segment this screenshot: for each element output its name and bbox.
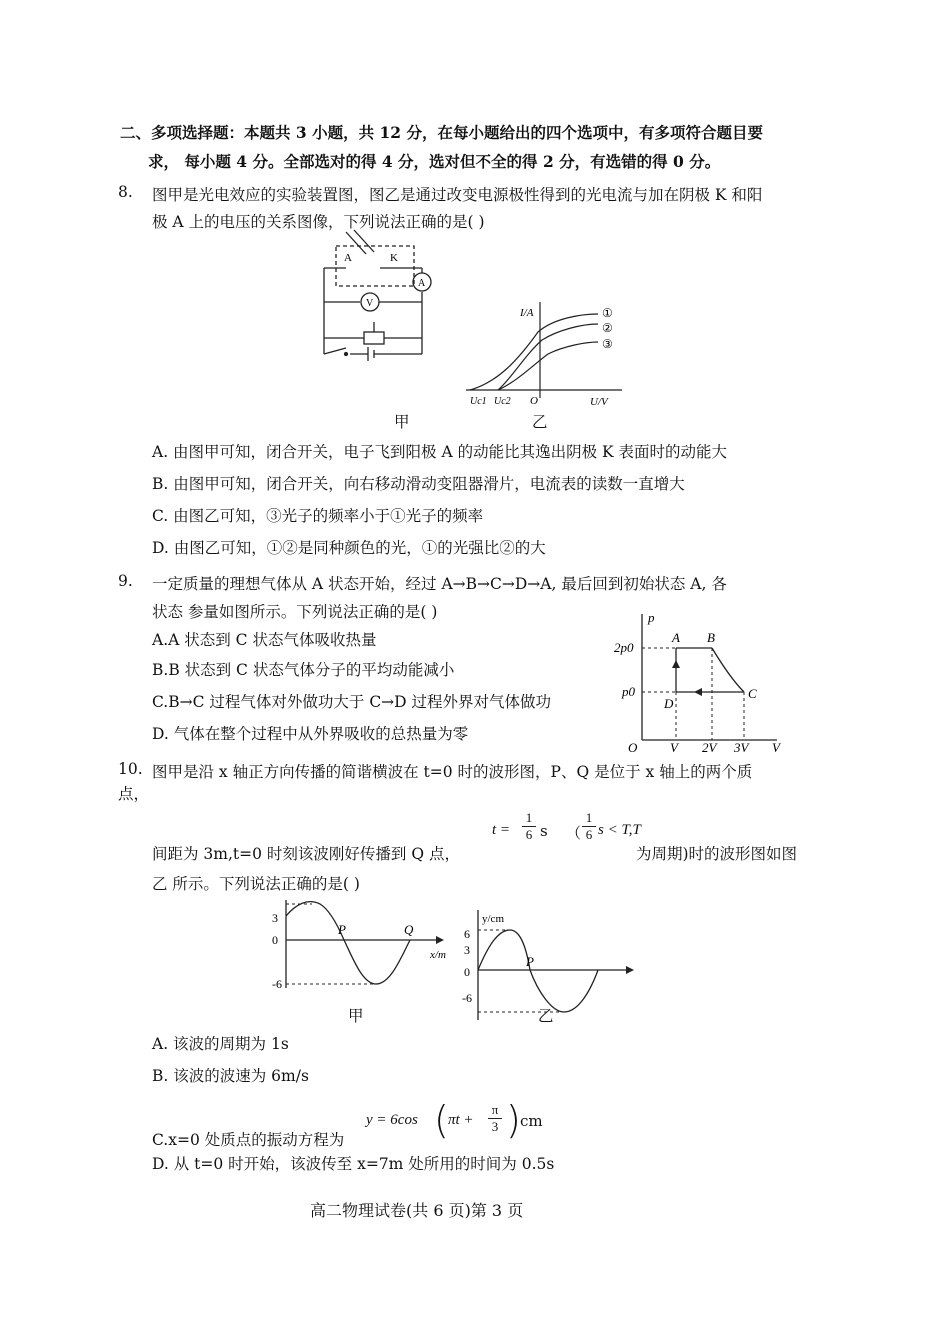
pv-tick-2v: 2V bbox=[702, 740, 717, 755]
iu-xlabel: U/V bbox=[590, 396, 608, 408]
q10-stem-line2a: 间距为 3m,t=0 时刻该波刚好传播到 Q 点， bbox=[152, 845, 460, 863]
pv-tick-3v: 3V bbox=[734, 740, 749, 755]
voltmeter-label: V bbox=[366, 298, 374, 309]
formula-t-paren: （ bbox=[566, 824, 582, 842]
q8-option-c: C. 由图乙可知，③光子的频率小于①光子的频率 bbox=[152, 507, 484, 525]
q8-stem-line2: 极 A 上的电压的关系图像，下列说法正确的是( ) bbox=[152, 213, 485, 231]
curve1-label: ① bbox=[602, 306, 613, 320]
formula-t-fraction2 bbox=[582, 810, 596, 843]
pv-state-b: B bbox=[707, 630, 715, 645]
pv-origin: O bbox=[628, 740, 638, 755]
wave-jia-xlabel: x/m bbox=[430, 949, 446, 961]
formula-t-unit: s bbox=[540, 822, 548, 840]
wave-jia-y0: 0 bbox=[272, 933, 278, 947]
optc-formula-unit: cm bbox=[520, 1112, 543, 1130]
q10-stem-line1: 图甲是沿 x 轴正方向传播的简谐横波在 t=0 时的波形图，P、Q 是位于 x 轴上的两个质 bbox=[152, 763, 753, 781]
q8-stem-line1: 图甲是光电效应的实验装置图，图乙是通过改变电源极性得到的光电流与加在阴极 K 和阳 bbox=[152, 186, 763, 204]
optc-formula-lhs: y = 6cos bbox=[366, 1112, 418, 1128]
q8-circuit-diagram bbox=[318, 226, 438, 376]
formula-t-fraction bbox=[522, 810, 536, 843]
q10-stem-line2b: 为周期)时的波形图如图 bbox=[636, 845, 798, 863]
wave-yi-ylabel: y/cm bbox=[482, 913, 504, 925]
electrode-a-label: A bbox=[344, 252, 352, 264]
q9-pv-graph bbox=[612, 608, 787, 756]
optc-formula-pit: πt + bbox=[448, 1112, 474, 1128]
iu-ylabel: I/A bbox=[520, 307, 534, 319]
q10-option-b: B. 该波的波速为 6m/s bbox=[152, 1067, 309, 1085]
ammeter-label: A bbox=[418, 278, 426, 289]
q10-fig-jia-caption: 甲 bbox=[348, 1007, 364, 1025]
q10-option-c: C.x=0 处质点的振动方程为 bbox=[152, 1131, 345, 1149]
q8-fig-yi-caption: 乙 bbox=[532, 413, 548, 431]
q8-iu-graph bbox=[462, 296, 632, 411]
wave-yi-point-p: P bbox=[526, 954, 534, 969]
q9-stem-line1: 一定质量的理想气体从 A 状态开始，经过 A→B→C→D→A, 最后回到初始状态 A, 各 bbox=[152, 575, 727, 593]
pv-state-c: C bbox=[748, 686, 757, 701]
iu-origin: O bbox=[530, 395, 538, 407]
optc-formula-num: π bbox=[491, 1102, 499, 1117]
q10-option-d: D. 从 t=0 时开始，该波传至 x=7m 处所用的时间为 0.5s bbox=[152, 1155, 555, 1173]
curve3-label: ③ bbox=[602, 337, 613, 351]
section-title-line2: 求， 每小题 4 分。全部选对的得 4 分，选对但不全的得 2 分，有选错的得 0 分。 bbox=[148, 152, 721, 171]
optc-formula-paren-close: ) bbox=[506, 1098, 521, 1142]
pv-2p0-label: 2p0 bbox=[614, 640, 634, 655]
page-footer: 高二物理试卷(共 6 页)第 3 页 bbox=[310, 1201, 524, 1220]
formula-t-den: 6 bbox=[522, 826, 536, 843]
q10-stem-line1b: 点， bbox=[118, 785, 150, 803]
q10-number: 10. bbox=[118, 760, 143, 778]
formula-t-lhs: t = bbox=[492, 822, 511, 838]
q9-option-c: C.B→C 过程气体对外做功大于 C→D 过程外界对气体做功 bbox=[152, 693, 552, 711]
q9-number: 9. bbox=[118, 572, 133, 590]
q10-stem-line3: 乙 所示。下列说法正确的是( ) bbox=[152, 875, 360, 893]
q9-option-a: A.A 状态到 C 状态气体吸收热量 bbox=[152, 631, 377, 649]
wave-yi-y0: 0 bbox=[464, 965, 470, 979]
wave-yi-y3: 3 bbox=[464, 943, 470, 957]
q10-option-a: A. 该波的周期为 1s bbox=[152, 1035, 289, 1053]
wave-jia-y3: 3 bbox=[272, 911, 278, 925]
pv-state-a: A bbox=[672, 630, 680, 645]
formula-t-num2: 1 bbox=[585, 810, 593, 825]
pv-ylabel: p bbox=[648, 610, 655, 625]
optc-formula-den: 3 bbox=[488, 1118, 502, 1135]
q8-option-a: A. 由图甲可知，闭合开关，电子飞到阳极 A 的动能比其逸出阴极 K 表面时的动能大 bbox=[152, 443, 728, 461]
pv-state-d: D bbox=[664, 696, 674, 711]
optc-formula-paren-open: ( bbox=[434, 1098, 449, 1142]
wave-jia-point-q: Q bbox=[404, 922, 414, 937]
wave-jia-yneg6: -6 bbox=[272, 977, 282, 991]
q9-option-b: B.B 状态到 C 状态气体分子的平均动能减小 bbox=[152, 661, 455, 679]
q8-fig-jia-caption: 甲 bbox=[394, 413, 410, 431]
electrode-k-label: K bbox=[390, 252, 398, 264]
section-title-line1: 二、多项选择题：本题共 3 小题，共 12 分，在每小题给出的四个选项中，有多项符合题目要 bbox=[120, 123, 763, 142]
q10-formula-t bbox=[492, 822, 510, 839]
formula-t-num: 1 bbox=[525, 810, 533, 825]
q10-wave-jia bbox=[272, 898, 450, 994]
wave-yi-yneg6: -6 bbox=[462, 991, 472, 1005]
q9-stem-line2: 状态 参量如图所示。下列说法正确的是( ) bbox=[152, 603, 438, 621]
curve2-label: ② bbox=[602, 321, 613, 335]
wave-jia-point-p: P bbox=[338, 922, 346, 937]
formula-t-den2: 6 bbox=[582, 826, 596, 843]
q8-option-d: D. 由图乙可知，①②是同种颜色的光，①的光强比②的大 bbox=[152, 539, 546, 557]
uc1-label: Uc1 bbox=[470, 396, 487, 407]
pv-p0-label: p0 bbox=[622, 684, 635, 699]
wave-yi-y6: 6 bbox=[464, 927, 470, 941]
q10-fig-yi-caption: 乙 bbox=[538, 1007, 554, 1025]
pv-xlabel: V bbox=[772, 740, 780, 755]
uc2-label: Uc2 bbox=[494, 396, 511, 407]
pv-tick-v: V bbox=[670, 740, 678, 755]
formula-t-tail: s < T,T bbox=[598, 822, 641, 838]
q8-option-b: B. 由图甲可知，闭合开关，向右移动滑动变阻器滑片，电流表的读数一直增大 bbox=[152, 475, 685, 493]
optc-formula-fraction bbox=[488, 1102, 502, 1135]
q9-option-d: D. 气体在整个过程中从外界吸收的总热量为零 bbox=[152, 725, 469, 743]
q8-number: 8. bbox=[118, 183, 133, 201]
